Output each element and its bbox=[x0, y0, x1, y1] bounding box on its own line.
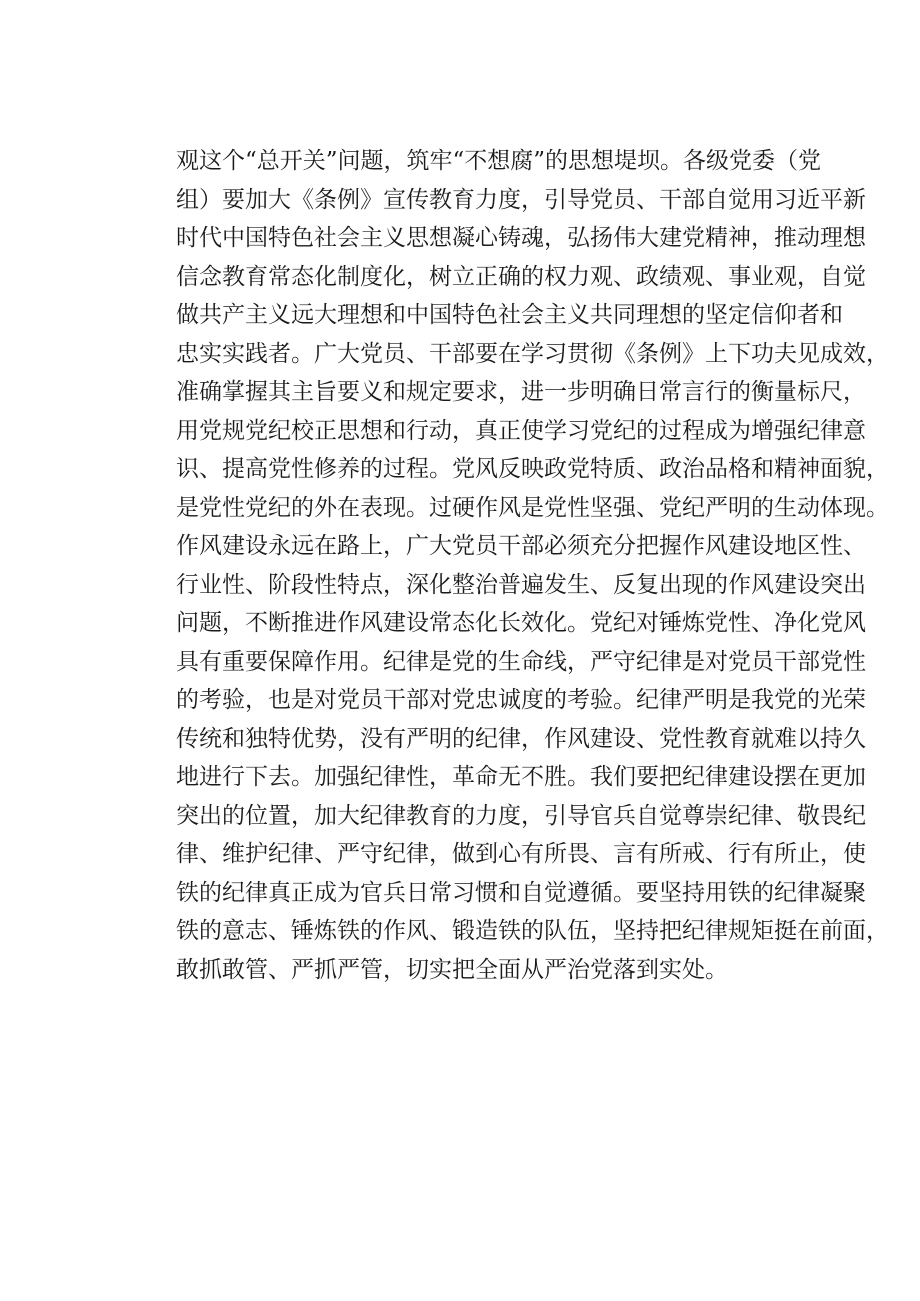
text-line-2: 组）要加大《条例》宣传教育力度，引导党员、干部自觉用习近平新 bbox=[176, 186, 866, 213]
text-line-15: 的考验，也是对党员干部对党忠诚度的考验。纪律严明是我党的光荣 bbox=[176, 687, 866, 713]
text-line-8: 用党规党纪校正思想和行动，真正使学习党纪的过程成为增强纪律意 bbox=[176, 417, 866, 444]
text-line-5: 做共产主义远大理想和中国特色社会主义共同理想的坚定信仰者和 bbox=[176, 302, 843, 328]
text-line-9: 识、提高党性修养的过程。党风反映政党特质、政治品格和精神面貌， bbox=[176, 456, 889, 482]
text-line-19: 律、维护纪律、严守纪律，做到心有所畏、言有所戒、行有所止，使 bbox=[176, 841, 866, 867]
text-line-4: 信念教育常态化制度化，树立正确的权力观、政绩观、事业观，自觉 bbox=[176, 263, 866, 290]
text-line-6: 忠实实践者。广大党员、干部要在学习贯彻《条例》上下功夫见成效， bbox=[176, 340, 889, 367]
text-line-7: 准确掌握其主旨要义和规定要求，进一步明确日常言行的衡量标尺， bbox=[176, 379, 866, 405]
text-line-14: 具有重要保障作用。纪律是党的生命线，严守纪律是对党员干部党性 bbox=[176, 648, 866, 675]
text-line-20: 铁的纪律真正成为官兵日常习惯和自觉遵循。要坚持用铁的纪律凝聚 bbox=[176, 879, 866, 906]
text-line-18: 突出的位置，加大纪律教育的力度，引导官兵自觉尊崇纪律、敬畏纪 bbox=[176, 802, 866, 829]
text-line-3: 时代中国特色社会主义思想凝心铸魂，弘扬伟大建党精神，推动理想 bbox=[176, 225, 866, 251]
text-line-17: 地进行下去。加强纪律性，革命无不胜。我们要把纪律建设摆在更加 bbox=[176, 764, 866, 790]
text-line-10: 是党性党纪的外在表现。过硬作风是党性坚强、党纪严明的生动体现。 bbox=[176, 494, 889, 521]
text-line-1: 观这个“总开关”问题，筑牢“不想腐”的思想堤坝。各级党委（党 bbox=[176, 148, 822, 174]
text-line-13: 问题，不断推进作风建设常态化长效化。党纪对锤炼党性、净化党风 bbox=[176, 610, 866, 636]
text-line-11: 作风建设永远在路上，广大党员干部必须充分把握作风建设地区性、 bbox=[176, 533, 866, 559]
text-line-12: 行业性、阶段性特点，深化整治普遍发生、反复出现的作风建设突出 bbox=[176, 571, 866, 598]
text-line-21: 铁的意志、锤炼铁的作风、锻造铁的队伍，坚持把纪律规矩挺在前面， bbox=[176, 918, 889, 944]
text-line-22: 敢抓敢管、严抓严管，切实把全面从严治党落到实处。 bbox=[176, 956, 728, 983]
body-paragraph bbox=[176, 142, 889, 989]
text-line-16: 传统和独特优势，没有严明的纪律，作风建设、党性教育就难以持久 bbox=[176, 725, 866, 752]
